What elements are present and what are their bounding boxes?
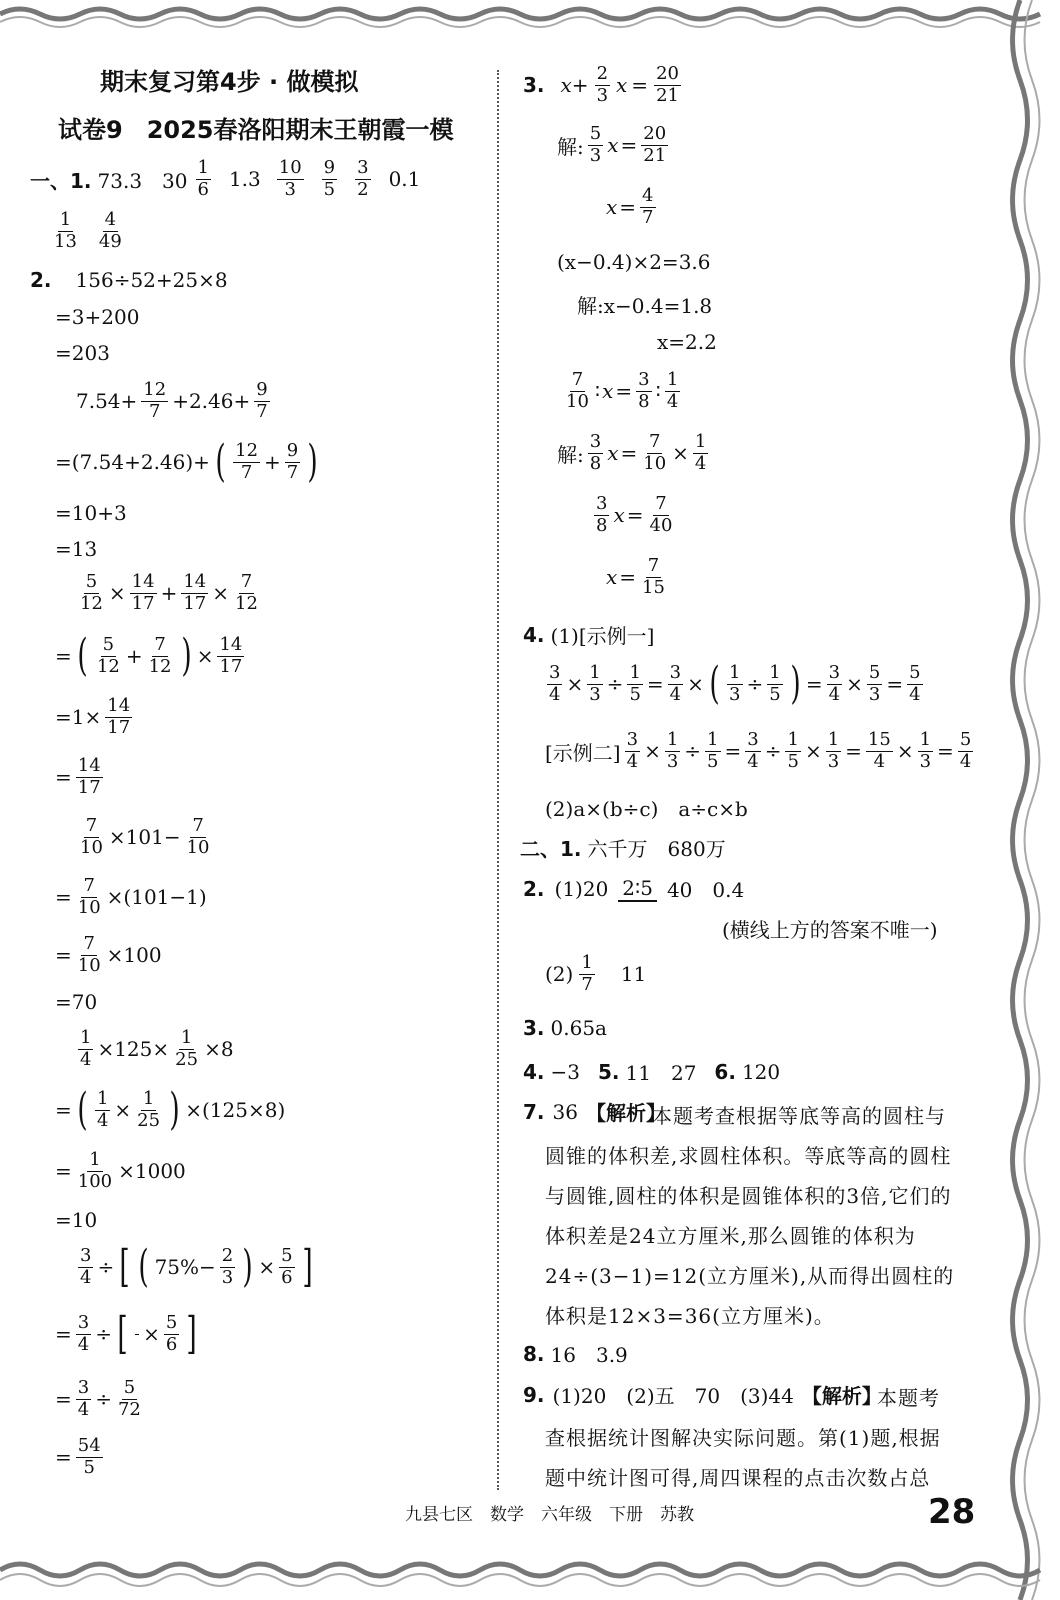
sec2-q4-6: 4. −3 5. 11 27 6. 120 — [523, 1059, 781, 1085]
q1-answer-a: 73.3 30 — [97, 168, 188, 193]
eq1-step2: x = $\frac{4}{7}$ — [606, 185, 654, 228]
sec2-q2-part2: (2) $\frac{1}{7}$ 11 — [545, 952, 647, 995]
q4-example2: [示例二] $\frac{3}{4}$ × $\frac{1}{3}$ ÷ $\frac{1}{5}$ = $\frac{3}{4}$ ÷ $\frac{1}{5}$ × $\frac{1}{3}$ = $\frac{15}{4}$ × $\frac{1}{3}$ = $\frac{5}{4}$ — [545, 729, 972, 772]
calc4-expr: $\frac{7}{10}$ ×101− $\frac{7}{10}$ — [80, 815, 210, 858]
calc3-step1: = ( $\frac{5}{12}$ + $\frac{7}{12}$ ) × $\frac{14}{17}$ — [55, 630, 243, 681]
calc6-step3: = $\frac{54}{5}$ — [55, 1435, 101, 1478]
calc2-step2: =10+3 — [55, 501, 127, 525]
calc2-expr: 7.54+ $\frac{12}{7}$ +2.46+ $\frac{9}{7}$ — [76, 379, 268, 422]
eq2-step2: x=2.2 — [657, 330, 717, 354]
sec2-q9-head: 9. (1)20 (2)五 70 (3)44 【解析】 — [523, 1382, 882, 1408]
calc5-step3: =10 — [55, 1208, 98, 1232]
calc5-step1: = ( $\frac{1}{4}$ × $\frac{1}{25}$ ) ×(125×8) — [55, 1084, 286, 1135]
page-number: 28 — [928, 1492, 976, 1532]
sec2-q1: 二、1. 六千万 680万 — [520, 837, 726, 861]
calc4-step1: = $\frac{7}{10}$ ×(101−1) — [55, 875, 207, 918]
q1-answer-c: 0.1 — [388, 167, 421, 192]
calc5-expr: $\frac{1}{4}$ ×125× $\frac{1}{25}$ ×8 — [80, 1027, 234, 1070]
calc4-step3: =70 — [55, 990, 98, 1014]
sec2-q7-explanation: 本题考查根据等底等高的圆柱与圆锥的体积差,求圆柱体积。等底等高的圆柱与圆锥,圆柱的体积是圆锥体积的3倍,它们的体积差是24立方厘米,那么圆锥的体积为24÷(3−1)=12(立方厘米),从而得出圆柱的体积是12×3=36(立方厘米)。 — [545, 1104, 955, 1328]
calc3-step2: =1× $\frac{14}{17}$ — [55, 695, 131, 738]
fraction: $\frac{4}{49}$ — [98, 209, 122, 252]
wavy-border-right — [990, 0, 1060, 1600]
calc2-step1: =(7.54+2.46)+ ( $\frac{12}{7}$ + $\frac{9}{7}$ ) — [55, 436, 318, 487]
eq2-expr: (x−0.4)×2=3.6 — [557, 250, 711, 274]
q2-label: 2. — [30, 268, 52, 292]
eq1-step1: 解: $\frac{5}{3}$ x = $\frac{20}{21}$ — [557, 123, 667, 166]
calc1-step2: =203 — [55, 341, 110, 365]
step-title: 期末复习第4步 · 做模拟 — [100, 68, 359, 96]
underlined-answer: 2∶5 — [618, 876, 657, 902]
footer-text: 九县七区 数学 六年级 下册 苏教 — [405, 1505, 694, 1525]
wavy-border-bottom — [0, 1540, 1060, 1600]
calc1-step1: =3+200 — [55, 305, 140, 329]
paper-title: 试卷9 2025春洛阳期末王朝霞一模 — [58, 116, 454, 144]
calc6-expr: $\frac{3}{4}$ ÷ [ ( 75%− $\frac{2}{3}$ ) × $\frac{5}{6}$ ] — [80, 1241, 313, 1292]
calc3-expr: $\frac{5}{12}$ × $\frac{14}{17}$ + $\frac{14}{17}$ × $\frac{7}{12}$ — [80, 571, 258, 614]
eq2-step1: 解:x−0.4=1.8 — [577, 294, 713, 318]
fraction: $\frac{1}{6}$ — [197, 157, 209, 200]
sec2-q8: 8. 16 3.9 — [523, 1341, 628, 1367]
eq1-expr: 3. x+ $\frac{2}{3}$ x = $\frac{20}{21}$ — [523, 63, 679, 106]
calc6-step2: = $\frac{3}{4}$ ÷ $\frac{5}{72}$ — [55, 1377, 141, 1420]
calc5-step2: = $\frac{1}{100}$ ×1000 — [55, 1149, 186, 1192]
eq3-step2: $\frac{3}{8}$ x = $\frac{7}{40}$ — [596, 493, 673, 536]
calc1-expr: 156÷52+25×8 — [75, 268, 228, 292]
calc4-step2: = $\frac{7}{10}$ ×100 — [55, 933, 162, 976]
sec2-q2-note: (横线上方的答案不唯一) — [722, 918, 938, 942]
column-divider — [497, 70, 499, 1490]
calc6-step1: = $\frac{3}{4}$ ÷ [ × $\frac{5}{6}$ ] — [55, 1308, 198, 1359]
wavy-border-top — [0, 0, 1060, 30]
q4-part2: (2)a×(b÷c) a÷c×b — [545, 797, 748, 821]
q1-line2 — [50, 210, 126, 252]
q4-line: 4. (1)[示例一] — [523, 622, 655, 648]
eq3-step1: 解: $\frac{3}{8}$ x = $\frac{7}{10}$ × $\frac{1}{4}$ — [557, 431, 707, 474]
q1-label: 一、1. — [30, 168, 92, 193]
eq3-expr: $\frac{7}{10}$ ∶ x = $\frac{3}{8}$ ∶ $\frac{1}{4}$ — [566, 369, 679, 412]
q4-example1: $\frac{3}{4}$ × $\frac{1}{3}$ ÷ $\frac{1}{5}$ = $\frac{3}{4}$ × ( $\frac{1}{3}$ ÷ $\frac{1}{5}$ ) = $\frac{3}{4}$ × $\frac{5}{3}$ = $\frac{5}{4}$ — [549, 658, 921, 709]
calc3-step3: = $\frac{14}{17}$ — [55, 755, 101, 798]
fraction: $\frac{10}{3}$ — [278, 157, 302, 200]
q1-answer-b: 1.3 — [228, 167, 261, 192]
fraction: $\frac{9}{5}$ — [323, 157, 336, 200]
sec2-q2: 2. (1)20 2∶5 40 0.4 — [523, 875, 745, 902]
q2-line — [30, 268, 228, 292]
fraction: $\frac{1}{13}$ — [54, 209, 77, 252]
sec2-q7-head: 7. 36 【解析】 — [523, 1099, 666, 1125]
calc2-step3: =13 — [55, 537, 98, 561]
sec2-q3: 3. 0.65a — [523, 1016, 607, 1040]
fraction: $\frac{3}{2}$ — [357, 157, 369, 200]
eq3-step3: x = $\frac{7}{15}$ — [606, 555, 665, 598]
q1-line1 — [30, 158, 420, 200]
sec2-q9-explanation: 本题考查根据统计图解决实际问题。第(1)题,根据题中统计图可得,周四课程的点击次数占总 — [545, 1386, 941, 1490]
